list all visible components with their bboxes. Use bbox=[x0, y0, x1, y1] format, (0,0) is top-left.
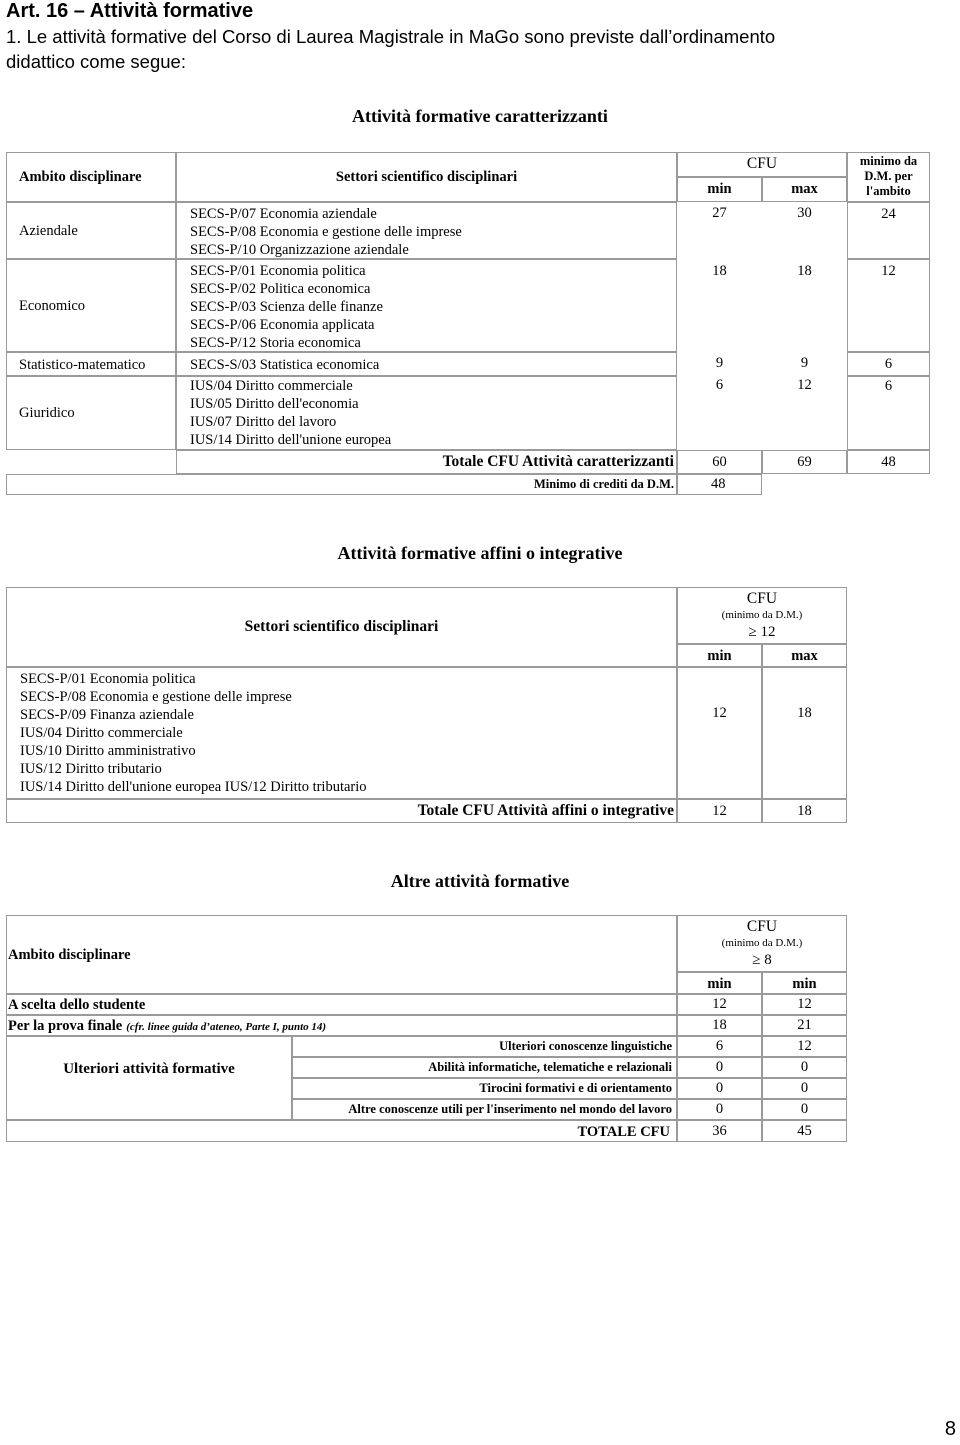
intro-line-1: 1. Le attività formative del Corso di Laurea Magistrale in MaGo sono previste dall’ordinamento bbox=[6, 26, 776, 47]
t1-row-economico-ambito: Economico bbox=[19, 298, 86, 314]
t3-header-min2-cell bbox=[762, 972, 847, 994]
t1-total-label-cell bbox=[176, 450, 677, 474]
t1-total-max: 69 bbox=[797, 454, 812, 470]
t1-row-economico-settori bbox=[190, 262, 383, 352]
t1-total-min-cell bbox=[677, 450, 762, 474]
t3-prova-label-cell bbox=[6, 1015, 677, 1036]
t2-header-cfu-ge: ≥ 12 bbox=[748, 624, 776, 640]
t2-min-cell bbox=[677, 667, 762, 799]
t3-sub-3-b-cell bbox=[762, 1099, 847, 1120]
t1-row-giuridico-min: 6 bbox=[715, 377, 724, 393]
t3-sub-a: 0 bbox=[715, 1101, 724, 1117]
t1-header-min: min bbox=[707, 181, 732, 197]
t3-totale-a: 36 bbox=[712, 1123, 727, 1139]
t3-prova-a-cell bbox=[677, 1015, 762, 1036]
t1-row-statistico-ambito: Statistico-matematico bbox=[19, 357, 146, 373]
t3-ulteriori-label-cell bbox=[6, 1036, 292, 1120]
t1-header-max: max bbox=[791, 181, 818, 197]
settore-item: IUS/12 Diritto tributario bbox=[20, 761, 162, 777]
t1-header-settori-cell bbox=[176, 152, 677, 202]
t2-total-max-cell bbox=[762, 799, 847, 823]
t3-prova-row bbox=[8, 1017, 326, 1035]
t1-header-minimo bbox=[848, 154, 929, 199]
t1-row-giuridico-ambito-cell bbox=[6, 376, 176, 450]
t3-header-cfu-sub: (minimo da D.M.) bbox=[721, 937, 803, 949]
t1-row-giuridico-settori bbox=[190, 377, 391, 449]
t2-settori-list bbox=[20, 670, 367, 796]
t1-header-minimo-line3: l'ambito bbox=[866, 184, 911, 198]
t2-max-cell bbox=[762, 667, 847, 799]
t3-header-min1: min bbox=[707, 976, 732, 992]
t3-scelta-b-cell bbox=[762, 994, 847, 1015]
t1-minimo-value-cell bbox=[677, 474, 762, 495]
t3-header-cfu-ge: ≥ 8 bbox=[752, 952, 772, 968]
settore-item: IUS/04 Diritto commerciale bbox=[190, 378, 353, 394]
t3-scelta-label-cell bbox=[6, 994, 677, 1015]
t3-totale-b-cell bbox=[762, 1120, 847, 1142]
t2-header-cfu-cell bbox=[677, 587, 847, 644]
t2-header-max-cell bbox=[762, 644, 847, 667]
t1-minimo-label: Minimo di crediti da D.M. bbox=[533, 477, 674, 491]
t1-row-statistico-min: 9 bbox=[715, 355, 724, 371]
t2-total-label-cell bbox=[6, 799, 677, 823]
t3-scelta-label: A scelta dello studente bbox=[8, 997, 146, 1013]
t1-row-statistico-ambito-cell bbox=[6, 352, 176, 376]
t2-total-max: 18 bbox=[797, 803, 812, 819]
t3-sub-a: 0 bbox=[715, 1080, 724, 1096]
t1-total-max-cell bbox=[762, 450, 847, 474]
t3-prova-a: 18 bbox=[712, 1017, 727, 1033]
intro-text bbox=[6, 24, 960, 74]
settore-item: SECS-P/02 Politica economica bbox=[190, 281, 371, 297]
t3-header-cfu-cell bbox=[677, 915, 847, 972]
t1-row-aziendale-dm: 24 bbox=[881, 206, 896, 222]
settore-item: SECS-P/01 Economia politica bbox=[190, 263, 366, 279]
t1-row-economico-ambito-cell bbox=[6, 259, 176, 352]
t1-row-giuridico-max: 12 bbox=[797, 377, 812, 393]
intro-line-2: didattico come segue: bbox=[6, 51, 186, 72]
t1-row-economico-settori-cell bbox=[176, 259, 677, 352]
t3-prova-b-cell bbox=[762, 1015, 847, 1036]
t1-total-dm-cell bbox=[847, 450, 930, 474]
t1-header-min-cell bbox=[677, 177, 762, 202]
t1-row-giuridico-ambito: Giuridico bbox=[19, 405, 75, 421]
t1-row-economico-min: 18 bbox=[712, 263, 727, 279]
settore-item: SECS-P/08 Economia e gestione delle imprese bbox=[20, 689, 292, 705]
t2-total-min-cell bbox=[677, 799, 762, 823]
t3-sub-label: Tirocini formativi e di orientamento bbox=[479, 1081, 672, 1095]
t2-header-settori-cell bbox=[6, 587, 677, 667]
t2-header-min-cell bbox=[677, 644, 762, 667]
t2-total-min: 12 bbox=[712, 803, 727, 819]
t1-header-ambito: Ambito disciplinare bbox=[19, 169, 142, 185]
t3-sub-2-a-cell bbox=[677, 1078, 762, 1099]
t3-prova-b: 21 bbox=[797, 1017, 812, 1033]
t3-header-ambito-cell bbox=[6, 915, 677, 994]
t3-sub-3-label-cell bbox=[292, 1099, 677, 1120]
settore-item: SECS-P/10 Organizzazione aziendale bbox=[190, 242, 409, 258]
t1-header-cfu: CFU bbox=[746, 155, 778, 172]
t1-row-statistico-dm-cell bbox=[847, 352, 930, 376]
t3-ulteriori-label: Ulteriori attività formative bbox=[63, 1061, 235, 1077]
t3-header-min2: min bbox=[792, 976, 817, 992]
t3-sub-label: Ulteriori conoscenze linguistiche bbox=[499, 1039, 672, 1053]
settore-item: IUS/14 Diritto dell'unione europea IUS/12 Diritto tributario bbox=[20, 779, 367, 795]
t1-row-economico-dm-cell bbox=[847, 259, 930, 352]
settore-item: SECS-P/12 Storia economica bbox=[190, 335, 361, 351]
t3-sub-1-b-cell bbox=[762, 1057, 847, 1078]
t1-row-aziendale-ambito-cell bbox=[6, 202, 176, 259]
t3-sub-2-label-cell bbox=[292, 1078, 677, 1099]
t2-header-cfu-block bbox=[678, 590, 846, 642]
t3-header-cfu: CFU bbox=[746, 918, 778, 935]
t3-totale-b: 45 bbox=[797, 1123, 812, 1139]
settore-item: SECS-P/09 Finanza aziendale bbox=[20, 707, 194, 723]
t1-row-economico-max: 18 bbox=[797, 263, 812, 279]
t3-scelta-a-cell bbox=[677, 994, 762, 1015]
t2-header-cfu-sub: (minimo da D.M.) bbox=[721, 609, 803, 621]
t1-header-ambito-cell bbox=[6, 152, 176, 202]
table1-title: Attività formative caratterizzanti bbox=[352, 106, 608, 126]
t1-total-label: Totale CFU Attività caratterizzanti bbox=[442, 453, 674, 470]
t3-scelta-b: 12 bbox=[797, 996, 812, 1012]
t1-header-cfu-cell bbox=[677, 152, 847, 177]
t2-min: 12 bbox=[712, 705, 727, 721]
settore-item: IUS/07 Diritto del lavoro bbox=[190, 414, 337, 430]
t3-sub-a: 0 bbox=[715, 1059, 724, 1075]
t3-sub-0-a-cell bbox=[677, 1036, 762, 1057]
t3-totale-label: TOTALE CFU bbox=[577, 1124, 670, 1140]
t1-total-dm: 48 bbox=[881, 454, 896, 470]
t3-sub-3-a-cell bbox=[677, 1099, 762, 1120]
settore-item: IUS/10 Diritto amministrativo bbox=[20, 743, 196, 759]
t2-total-label: Totale CFU Attività affini o integrative bbox=[417, 802, 674, 819]
t3-sub-2-b-cell bbox=[762, 1078, 847, 1099]
t2-header-max: max bbox=[791, 648, 818, 664]
t1-row-giuridico-dm: 6 bbox=[884, 378, 893, 394]
t1-row-giuridico-dm-cell bbox=[847, 376, 930, 450]
t1-header-settori: Settori scientifico disciplinari bbox=[335, 169, 518, 185]
t2-max: 18 bbox=[797, 705, 812, 721]
t1-row-statistico-settori: SECS-S/03 Statistica economica bbox=[190, 357, 380, 373]
t3-sub-b: 12 bbox=[797, 1038, 812, 1054]
t3-totale-a-cell bbox=[677, 1120, 762, 1142]
table2-title: Attività formative affini o integrative bbox=[337, 543, 623, 563]
settore-item: SECS-P/01 Economia politica bbox=[20, 671, 196, 687]
t3-header-min1-cell bbox=[677, 972, 762, 994]
t3-sub-1-label-cell bbox=[292, 1057, 677, 1078]
t3-prova-note: (cfr. linee guida d’ateneo, Parte I, punto 14) bbox=[126, 1021, 327, 1033]
t3-sub-b: 0 bbox=[800, 1101, 809, 1117]
t1-row-aziendale-ambito: Aziendale bbox=[19, 223, 78, 239]
t2-header-cfu: CFU bbox=[746, 590, 778, 607]
t1-header-minimo-cell bbox=[847, 152, 930, 202]
t1-row-aziendale-max: 30 bbox=[797, 205, 812, 221]
t3-header-ambito: Ambito disciplinare bbox=[8, 947, 131, 963]
t3-prova-label: Per la prova finale bbox=[8, 1018, 123, 1034]
page-number: 8 bbox=[944, 1418, 956, 1440]
t3-sub-a: 6 bbox=[715, 1038, 724, 1054]
t2-settori-cell bbox=[6, 667, 677, 799]
settore-item: SECS-P/03 Scienza delle finanze bbox=[190, 299, 383, 315]
t1-row-aziendale-settori bbox=[190, 205, 462, 259]
settore-item: IUS/05 Diritto dell'economia bbox=[190, 396, 359, 412]
t2-header-min: min bbox=[707, 648, 732, 664]
article-title: Art. 16 – Attività formative bbox=[6, 0, 254, 22]
t1-row-aziendale-min: 27 bbox=[712, 205, 727, 221]
t1-row-statistico-dm: 6 bbox=[884, 356, 893, 372]
t3-sub-0-label-cell bbox=[292, 1036, 677, 1057]
t1-row-economico-dm: 12 bbox=[881, 263, 896, 279]
t3-sub-label: Abilità informatiche, telematiche e relazionali bbox=[428, 1060, 672, 1074]
t3-totale-label-cell bbox=[6, 1120, 677, 1142]
t1-header-max-cell bbox=[762, 177, 847, 202]
settore-item: IUS/04 Diritto commerciale bbox=[20, 725, 183, 741]
t1-row-statistico-settori-cell bbox=[176, 352, 677, 376]
settore-item: SECS-P/08 Economia e gestione delle imprese bbox=[190, 224, 462, 240]
t1-row-aziendale-settori-cell bbox=[176, 202, 677, 259]
t1-total-min: 60 bbox=[712, 454, 727, 470]
t3-sub-b: 0 bbox=[800, 1080, 809, 1096]
settore-item: SECS-P/07 Economia aziendale bbox=[190, 206, 377, 222]
t3-sub-1-a-cell bbox=[677, 1057, 762, 1078]
t1-header-minimo-line2: D.M. per bbox=[864, 169, 913, 183]
t1-row-aziendale-dm-cell bbox=[847, 202, 930, 259]
t1-minimo-label-cell bbox=[6, 474, 677, 495]
settore-item: IUS/14 Diritto dell'unione europea bbox=[190, 432, 392, 448]
t3-scelta-a: 12 bbox=[712, 996, 727, 1012]
t1-minimo-value: 48 bbox=[711, 476, 726, 492]
t3-header-cfu-block bbox=[678, 918, 846, 970]
t3-sub-0-b-cell bbox=[762, 1036, 847, 1057]
t2-header-settori: Settori scientifico disciplinari bbox=[244, 618, 439, 635]
t3-sub-b: 0 bbox=[800, 1059, 809, 1075]
table3-title: Altre attività formative bbox=[390, 871, 570, 891]
t1-row-giuridico-settori-cell bbox=[176, 376, 677, 450]
t1-row-statistico-max: 9 bbox=[800, 355, 809, 371]
t1-header-minimo-line1: minimo da bbox=[859, 154, 918, 168]
settore-item: SECS-P/06 Economia applicata bbox=[190, 317, 375, 333]
t3-sub-label: Altre conoscenze utili per l'inserimento nel mondo del lavoro bbox=[348, 1102, 672, 1116]
